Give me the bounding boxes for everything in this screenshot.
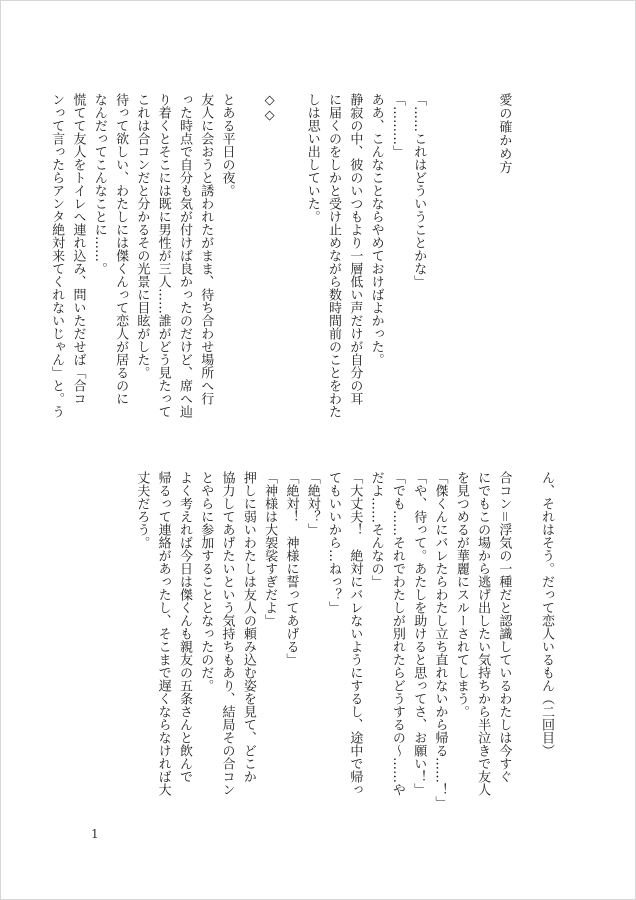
text-line: これは合コンだと分かるその光景に目眩がした。 [134,93,150,379]
text-line: 「神様は大袈裟すぎだよ」 [262,471,278,627]
text-line: に届くのをしかと受け止めながら数時間前のことをわた [326,93,342,418]
text-line [429,93,450,443]
text-line: 待って欲しい、わたしには傑くんって恋人が居るのに [113,93,129,405]
text-line: 友人に会おうと誘われたがまま、待ち合わせ場所へ行 [198,93,214,405]
text-line: 「傑くんにバレたらわたし立ち直れないから帰る……！」 [432,471,448,809]
text-line: 協力してあげたいという気持ちもあり、結局その合コン [219,471,235,796]
text-line: なんだってこんなことに……。 [91,93,107,275]
text-line [238,93,259,443]
text-line [280,93,301,443]
text-line: 「や、待って。あたしを助けると思ってさ、お願い！」 [411,471,427,796]
text-line: り着くとそこには既に男性が三人……誰がどう見たって [155,93,171,418]
text-line: ンって言ったらアンタ絶対来てくれないじゃん」と。う [49,93,65,418]
text-line: 慌てて友人をトイレへ連れ込み、問いただせば「合コ [70,93,86,405]
text-line: 静寂の中、彼のいつもより一層低い声だけが自分の耳 [347,93,363,405]
text-line: にでもこの場から逃げ出したい気持ちから半泣きで友人 [475,471,491,796]
text-line: 合コン＝浮気の一種だと認識しているわたしは今すぐ [496,471,512,783]
text-line: 「……これはどういうことかな」 [411,93,427,288]
text-line: 「絶対！ 神様に誓ってあげる」 [283,471,299,666]
lower-text-block [87,471,557,821]
text-line: ああ、こんなことならやめておけばよかった。 [368,93,384,366]
text-line: 丈夫だろう。 [134,471,150,549]
text-line: った時点で自分も気が付けば良かったのだけど、席へ辿 [176,93,192,418]
page-number: 1 [91,827,99,841]
text-line: だよ……そんなの」 [368,471,384,588]
chapter-title: 愛の確かめ方 [496,93,512,174]
text-line: 押しに弱いわたしは友人の頼み込む姿を見て、どこか [240,471,256,783]
text-line: てもいいから…ねっ？」 [326,471,342,614]
upper-text-block [49,93,557,443]
text-line: 帰るって連絡があったし、そこまで遅くならなければ大 [155,471,171,796]
text-line: しは思い出していた。 [304,93,320,223]
text-line: よく考えれば今日は傑くんも親友の五条さんと飲んで [176,471,192,783]
text-line: ◇◇ [262,93,278,123]
text-line: 「でも……それでわたしが別れたらどうするの〜……や [389,471,405,796]
text-line: を見つめるが華麗にスルーされてしまう。 [453,471,469,718]
text-line: ん、それはそう。だって恋人いるもん（二回目） [539,471,554,757]
text-line [514,471,535,821]
text-line: 「大丈夫！ 絶対にバレないようにするし、途中で帰っ [347,471,363,796]
text-line: 「絶対？」 [304,471,320,536]
text-line: とある平日の夜。 [219,93,235,197]
text-line: とやらに参加することとなったのだ。 [198,471,214,692]
text-line: 「………」 [389,93,405,158]
